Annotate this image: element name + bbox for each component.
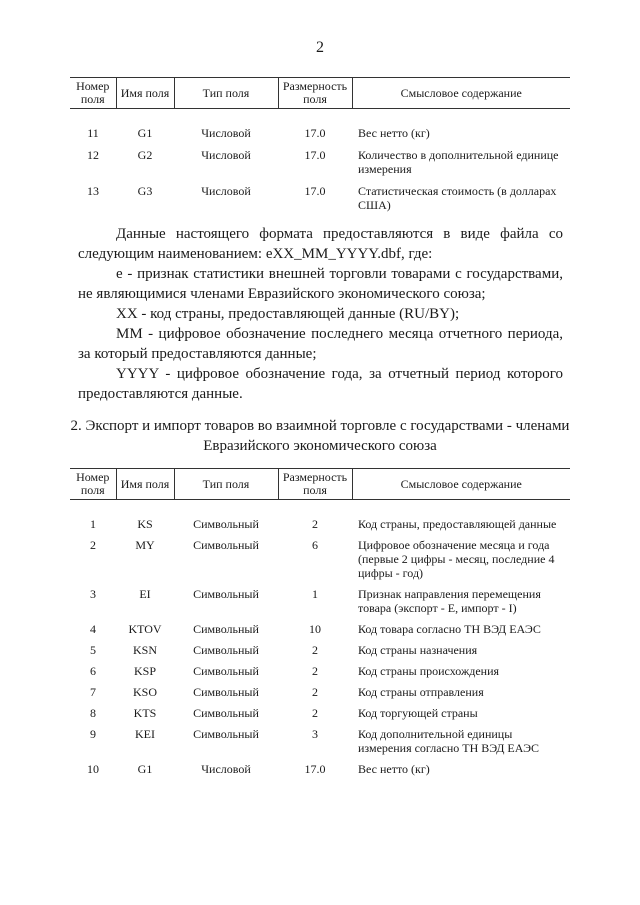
- field-name: EI: [139, 587, 151, 601]
- table-row: [70, 622, 570, 643]
- field-number: 12: [87, 148, 99, 162]
- format-description: [78, 224, 563, 404]
- field-name: KS: [137, 517, 153, 531]
- field-type: Символьный: [193, 587, 259, 601]
- field-type: Числовой: [201, 148, 251, 162]
- field-size: 17.0: [304, 126, 326, 140]
- fields-table-2: [70, 468, 570, 783]
- spacer-cell: [70, 109, 570, 127]
- page-number: 2: [316, 39, 324, 56]
- field-name: G1: [137, 762, 153, 776]
- table-row: [70, 762, 570, 783]
- field-name: G3: [137, 184, 153, 198]
- field-type: Числовой: [201, 184, 251, 198]
- column-header: Размерность поля: [278, 469, 352, 500]
- field-type: Символьный: [193, 664, 259, 678]
- column-header: Номер поля: [70, 469, 116, 500]
- table-spacer: [70, 109, 570, 127]
- field-name: KSP: [133, 664, 156, 678]
- field-type: Символьный: [193, 622, 259, 636]
- paragraph: e - признак статистики внешней торговли товарами с государствами, не являющимися членами Евразийского экономического союза;: [78, 266, 563, 302]
- column-header: Тип поля: [174, 78, 278, 109]
- field-size: 2: [312, 643, 318, 657]
- paragraph: Данные настоящего формата предоставляются в виде файла со следующим наименованием: eXX_MM_YYYY.dbf, где:: [78, 226, 563, 262]
- field-name: MY: [135, 538, 155, 552]
- field-number: 7: [90, 685, 96, 699]
- paragraph: MM - цифровое обозначение последнего месяца отчетного периода, за который предоставляются данные;: [78, 326, 563, 362]
- field-description: Вес нетто (кг): [358, 126, 430, 140]
- field-size: 6: [312, 538, 318, 552]
- table-spacer: [70, 500, 570, 518]
- field-size: 17.0: [304, 148, 326, 162]
- field-type: Символьный: [193, 517, 259, 531]
- table-header: [70, 78, 570, 109]
- field-number: 8: [90, 706, 96, 720]
- section-heading: 2. Экспорт и импорт товаров во взаимной торговле с государствами - членами Евразийского экономического союза: [70, 418, 570, 454]
- column-header: Смысловое содержание: [352, 469, 570, 500]
- table-row: [70, 148, 570, 184]
- field-description: Код страны отправления: [358, 685, 484, 699]
- table-row: [70, 587, 570, 622]
- field-size: 2: [312, 664, 318, 678]
- field-number: 13: [87, 184, 99, 198]
- field-description: Код страны, предоставляющей данные: [358, 517, 557, 531]
- field-size: 10: [309, 622, 321, 636]
- field-description: Код страны назначения: [358, 643, 478, 657]
- field-name: G2: [137, 148, 153, 162]
- field-name: KSO: [132, 685, 157, 699]
- table-row: [70, 126, 570, 148]
- field-description: Вес нетто (кг): [358, 762, 430, 776]
- field-number: 6: [90, 664, 96, 678]
- field-description: Признак направления перемещения товара (экспорт - E, импорт - I): [358, 587, 541, 615]
- table-row: [70, 184, 570, 220]
- column-header: Номер поля: [70, 78, 116, 109]
- field-number: 10: [87, 762, 99, 776]
- field-name: KEI: [135, 727, 155, 741]
- spacer-cell: [70, 500, 570, 518]
- field-name: KTOV: [128, 622, 162, 636]
- table-row: [70, 538, 570, 587]
- paragraph: XX - код страны, предоставляющей данные (RU/BY);: [116, 306, 460, 322]
- column-header: Имя поля: [116, 469, 174, 500]
- field-description: Цифровое обозначение месяца и года (первые 2 цифры - месяц, последние 4 цифры - год): [358, 538, 555, 580]
- table-row: [70, 727, 570, 762]
- field-size: 17.0: [304, 762, 326, 776]
- field-name: KTS: [133, 706, 157, 720]
- paragraph: YYYY - цифровое обозначение года, за отчетный период которого предоставляются данные.: [78, 366, 563, 402]
- field-type: Символьный: [193, 727, 259, 741]
- column-header: Смысловое содержание: [352, 78, 570, 109]
- field-number: 1: [90, 517, 96, 531]
- field-description: Код товара согласно ТН ВЭД ЕАЭС: [358, 622, 541, 636]
- field-size: 2: [312, 706, 318, 720]
- table-row: [70, 685, 570, 706]
- field-number: 2: [90, 538, 96, 552]
- table-row: [70, 517, 570, 538]
- table-row: [70, 643, 570, 664]
- field-size: 3: [312, 727, 318, 741]
- field-type: Символьный: [193, 706, 259, 720]
- table-header: [70, 469, 570, 500]
- field-number: 3: [90, 587, 96, 601]
- column-header: Размерность поля: [278, 78, 352, 109]
- field-size: 17.0: [304, 184, 326, 198]
- field-description: Код торгующей страны: [358, 706, 478, 720]
- field-description: Количество в дополнительной единице измерения: [358, 148, 559, 176]
- field-size: 1: [312, 587, 318, 601]
- field-number: 11: [87, 126, 99, 140]
- field-number: 4: [90, 622, 96, 636]
- field-size: 2: [312, 685, 318, 699]
- field-description: Код дополнительной единицы измерения согласно ТН ВЭД ЕАЭС: [358, 727, 540, 755]
- field-type: Числовой: [201, 126, 251, 140]
- field-description: Код страны происхождения: [358, 664, 500, 678]
- field-type: Символьный: [193, 685, 259, 699]
- column-header: Тип поля: [174, 469, 278, 500]
- field-number: 9: [90, 727, 96, 741]
- field-size: 2: [312, 517, 318, 531]
- table-row: [70, 664, 570, 685]
- field-type: Символьный: [193, 643, 259, 657]
- field-name: G1: [137, 126, 153, 140]
- table-row: [70, 706, 570, 727]
- field-name: KSN: [132, 643, 157, 657]
- column-header: Имя поля: [116, 78, 174, 109]
- fields-table-1: [70, 77, 570, 220]
- field-number: 5: [90, 643, 96, 657]
- field-type: Символьный: [193, 538, 259, 552]
- field-type: Числовой: [201, 762, 251, 776]
- field-description: Статистическая стоимость (в долларах США): [358, 184, 557, 212]
